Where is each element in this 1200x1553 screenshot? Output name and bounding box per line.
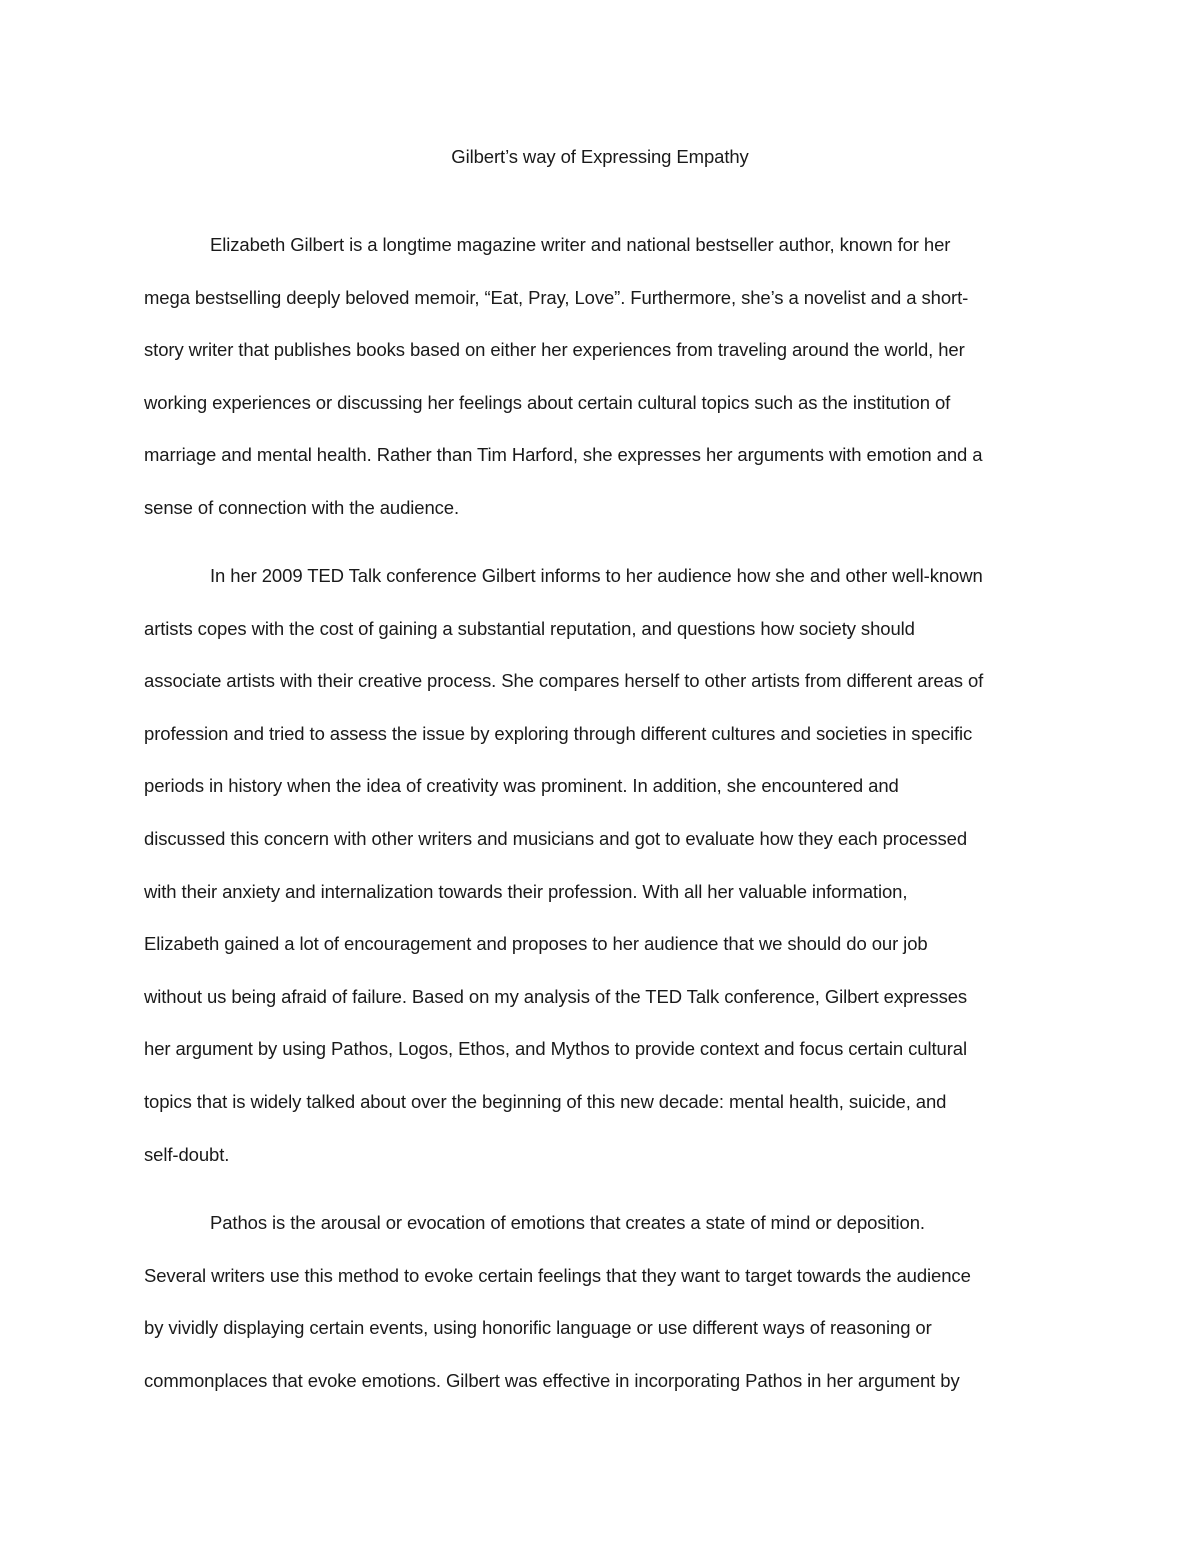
- paragraph-line: without us being afraid of failure. Based on my analysis of the TED Talk conference, Gilbert expresses: [144, 985, 968, 1007]
- paragraph-line: mega bestselling deeply beloved memoir, “Eat, Pray, Love”. Furthermore, she’s a novelist and a short-: [144, 286, 969, 308]
- paragraph-line: Several writers use this method to evoke certain feelings that they want to target towards the audience: [144, 1264, 971, 1286]
- paragraph-line: working experiences or discussing her feelings about certain cultural topics such as the institution of: [144, 391, 951, 413]
- paragraph-line: story writer that publishes books based on either her experiences from traveling around the world, her: [144, 339, 965, 361]
- paragraph-line: Elizabeth Gilbert is a longtime magazine writer and national bestseller author, known for her: [210, 234, 951, 255]
- paragraph-3: [144, 1210, 1060, 1420]
- paragraph-line: by vividly displaying certain events, using honorific language or use different ways of reasoning or: [144, 1317, 932, 1339]
- paragraph-line: topics that is widely talked about over the beginning of this new decade: mental health, suicide, and: [144, 1090, 947, 1112]
- paragraph-line: with their anxiety and internalization towards their profession. With all her valuable information,: [144, 880, 908, 902]
- paragraph-line: associate artists with their creative process. She compares herself to other artists from different areas of: [144, 670, 984, 692]
- paragraph-line: periods in history when the idea of creativity was prominent. In addition, she encountered and: [144, 775, 899, 797]
- paragraph-line: marriage and mental health. Rather than Tim Harford, she expresses her arguments with emotion and a: [144, 444, 983, 466]
- paragraph-line: discussed this concern with other writers and musicians and got to evaluate how they each processed: [144, 827, 968, 849]
- paragraph-2: [144, 563, 1060, 1194]
- paragraph-line: In her 2009 TED Talk conference Gilbert informs to her audience how she and other well-known: [210, 565, 983, 586]
- paragraph-line: sense of connection with the audience.: [144, 496, 460, 518]
- paragraph-line: commonplaces that evoke emotions. Gilbert was effective in incorporating Pathos in her argument by: [144, 1369, 960, 1391]
- paragraph-line: profession and tried to assess the issue by exploring through different cultures and societies in specific: [144, 722, 973, 744]
- paragraph-line: self-doubt.: [144, 1143, 230, 1165]
- paragraph-line: artists copes with the cost of gaining a substantial reputation, and questions how society should: [144, 617, 915, 639]
- essay-title: Gilbert’s way of Expressing Empathy: [451, 146, 749, 167]
- paragraph-line: her argument by using Pathos, Logos, Ethos, and Mythos to provide context and focus certain cultural: [144, 1038, 967, 1060]
- paragraph-line: Elizabeth gained a lot of encouragement and proposes to her audience that we should do our job: [144, 933, 928, 955]
- paragraph-line: Pathos is the arousal or evocation of emotions that creates a state of mind or deposition.: [210, 1212, 925, 1233]
- paragraph-1: [144, 232, 1060, 548]
